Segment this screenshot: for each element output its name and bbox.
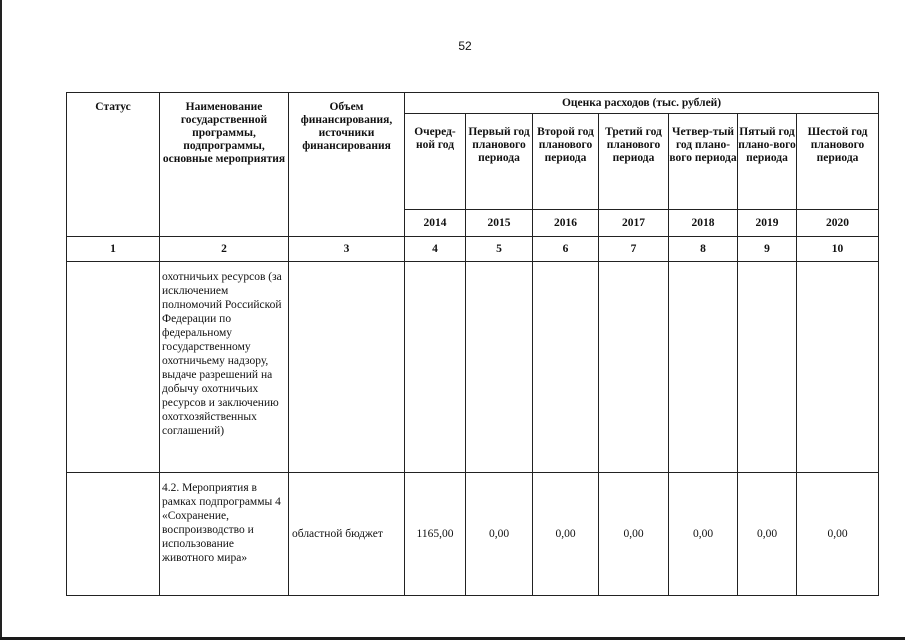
column-number: 6 (533, 237, 599, 262)
column-number: 8 (669, 237, 738, 262)
value-cell (533, 262, 599, 473)
scan-edge-left (0, 0, 2, 640)
value-cell (466, 262, 533, 473)
value-cell (797, 262, 879, 473)
header-status: Статус (67, 93, 160, 237)
column-number: 4 (405, 237, 466, 262)
header-year: 2016 (533, 210, 599, 237)
column-number: 9 (738, 237, 797, 262)
value-cell (599, 262, 669, 473)
header-period: Очеред-ной год (405, 114, 466, 210)
value-cell: 1165,00 (405, 473, 466, 596)
header-name: Наименование государственной программы, подпрограммы, основные мероприятия (160, 93, 289, 237)
header-source: Объем финансирования, источники финансирования (289, 93, 405, 237)
header-year: 2017 (599, 210, 669, 237)
column-number-row (67, 237, 879, 262)
table-row (67, 262, 879, 473)
table-row (67, 473, 879, 596)
value-cell: 0,00 (738, 473, 797, 596)
column-number: 7 (599, 237, 669, 262)
header-period: Первый год планового периода (466, 114, 533, 210)
column-number: 3 (289, 237, 405, 262)
source-cell: областной бюджет (289, 473, 405, 596)
column-number: 5 (466, 237, 533, 262)
header-period: Пятый год плано-вого периода (738, 114, 797, 210)
name-cell: 4.2. Мероприятия в рамках подпрограммы 4 «Сохранение, воспроизводство и использование животного мира» (160, 473, 289, 596)
value-cell: 0,00 (797, 473, 879, 596)
header-year: 2019 (738, 210, 797, 237)
status-cell (67, 473, 160, 596)
header-year: 2015 (466, 210, 533, 237)
page-number: 52 (458, 39, 472, 53)
budget-table (66, 92, 879, 596)
header-row-top (67, 93, 879, 114)
header-period: Второй год планового периода (533, 114, 599, 210)
header-year: 2020 (797, 210, 879, 237)
column-number: 2 (160, 237, 289, 262)
header-period: Третий год планового периода (599, 114, 669, 210)
value-cell: 0,00 (669, 473, 738, 596)
value-cell (405, 262, 466, 473)
value-cell: 0,00 (466, 473, 533, 596)
status-cell (67, 262, 160, 473)
header-year: 2014 (405, 210, 466, 237)
header-period: Четвер-тый год плано-вого периода (669, 114, 738, 210)
header-year: 2018 (669, 210, 738, 237)
value-cell: 0,00 (599, 473, 669, 596)
value-cell (738, 262, 797, 473)
header-estimate: Оценка расходов (тыс. рублей) (405, 93, 879, 114)
value-cell (669, 262, 738, 473)
column-number: 1 (67, 237, 160, 262)
header-period: Шестой год планового периода (797, 114, 879, 210)
value-cell: 0,00 (533, 473, 599, 596)
name-cell: охотничьих ресурсов (за исключением полномочий Российской Федерации по федеральному государственному охотничьему надзору, выдаче разрешений на добычу охотничьих ресурсов и заключению охотхозяйственных соглашений) (160, 262, 289, 473)
source-cell (289, 262, 405, 473)
column-number: 10 (797, 237, 879, 262)
